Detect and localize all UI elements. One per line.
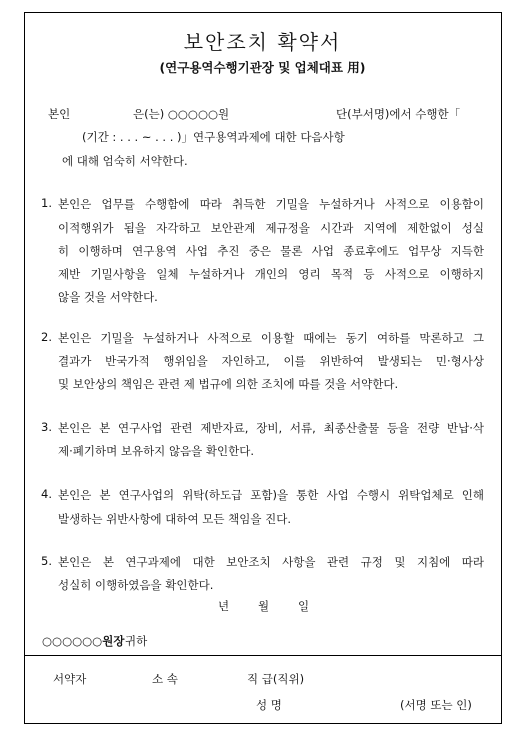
item-line: 본인은 업무를 수행함에 따라 취득한 기밀을 누설하거나 사적으로 이용함이 (58, 197, 484, 211)
sign-note: (서명 또는 인) (400, 698, 472, 712)
item-line: 및 보안상의 책임은 관련 제 법규에 의한 조치에 따를 것을 서약한다. (58, 377, 399, 391)
item-line: 본인은 본 연구과제에 대한 보안조치 사항을 관련 규정 및 지침에 따라 (58, 555, 484, 569)
affiliation-label: 소 속 (152, 672, 178, 686)
item-number: 5. (41, 554, 52, 568)
recipient-org: ○○○○○○원장 (42, 634, 125, 648)
intro-period: (기간 : . . . ~ . . . )」연구용역과제에 대한 다음사항 (82, 130, 345, 144)
item-line: 히 이행하며 연구용역 사업 추진 중은 물론 사업 종료후에도 업무상 지득한 (58, 244, 484, 258)
position-label: 직 급(직위) (247, 672, 305, 686)
item-line: 제·폐기하며 보유하지 않음을 확인한다. (58, 444, 255, 458)
name-label: 성 명 (256, 698, 282, 712)
intro-self: 본인 (48, 107, 71, 121)
recipient-honorific: 귀하 (125, 634, 148, 648)
intro-dept: 단(부서명)에서 수행한「 (336, 107, 461, 121)
item-line: 발생하는 위반사항에 대하여 모든 책임을 진다. (58, 512, 292, 526)
intro-won: 은(는) ○○○○○원 (133, 107, 230, 121)
intro-pledge: 에 대해 엄숙히 서약한다. (62, 154, 188, 168)
item-line: 결과가 반국가적 행위임을 자인하고, 이를 위반하여 발생되는 민·형사상 (58, 354, 484, 368)
item-line: 제반 기밀사항을 일체 누설하거나 개인의 영리 목적 등 사적으로 이행하지 (58, 267, 484, 281)
date-year: 년 (218, 599, 230, 613)
item-line: 성실히 이행하였음을 확인한다. (58, 578, 214, 592)
item-line: 본인은 본 연구사업의 위탁(하도급 포함)을 통한 사업 수행시 위탁업체로 인해 (58, 488, 484, 502)
document-title: 보안조치 확약서 (183, 30, 342, 54)
item-number: 2. (41, 330, 52, 344)
item-line: 않을 것을 서약한다. (58, 290, 158, 304)
item-line: 본인은 기밀을 누설하거나 사적으로 이용할 때에는 동기 여하를 막론하고 그 (58, 331, 484, 345)
item-number: 3. (41, 420, 52, 434)
document-subtitle: (연구용역수행기관장 및 업체대표 用) (159, 60, 366, 75)
item-line: 본인은 본 연구사업 관련 제반자료, 장비, 서류, 최종산출물 등을 전량 반납·삭 (58, 421, 484, 435)
date-month: 월 (258, 599, 270, 613)
signer-label: 서약자 (53, 672, 87, 686)
item-number: 1. (41, 196, 52, 210)
item-line: 이적행위가 됨을 자각하고 보안관계 제규정을 시간과 지역에 제한없이 성실 (58, 221, 484, 235)
item-number: 4. (41, 487, 52, 501)
date-day: 일 (298, 599, 310, 613)
signature-divider (24, 655, 502, 656)
